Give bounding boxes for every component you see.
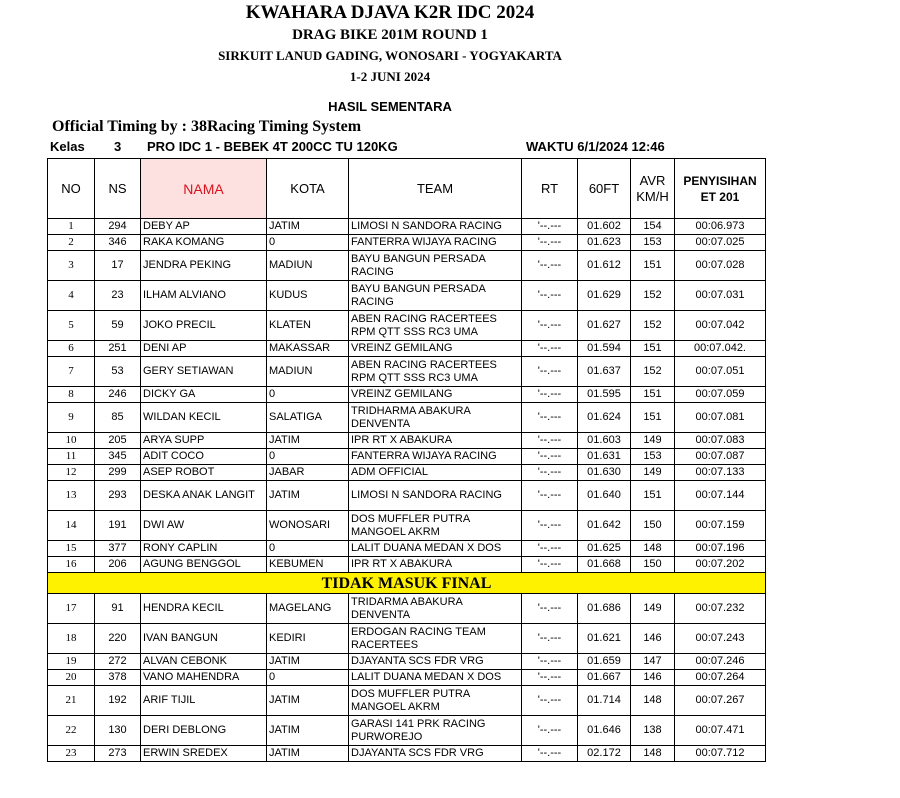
official-timing: Official Timing by : 38Racing Timing System [52,118,362,135]
cell-nama: JENDRA PEKING [141,251,267,281]
cell-team: TRIDHARMA ABAKURA DENVENTA [349,403,522,433]
cell-kota: 0 [267,235,349,251]
cell-et: 00:07.243 [675,624,766,654]
cell-no: 19 [48,654,95,670]
separator-label: TIDAK MASUK FINAL [48,573,766,594]
event-venue: SIRKUIT LANUD GADING, WONOSARI - YOGYAKARTA [218,48,562,63]
table-row [48,251,766,281]
class-label: Kelas [50,139,85,154]
cell-nama: IVAN BANGUN [141,624,267,654]
cell-no: 4 [48,281,95,311]
results-body [48,219,766,762]
cell-nama: RONY CAPLIN [141,541,267,557]
table-row [48,716,766,746]
cell-rt: '--.--- [522,357,578,387]
cell-ns: 299 [95,465,141,481]
cell-avr: 152 [631,281,675,311]
cell-ns: 220 [95,624,141,654]
cell-kota: KEDIRI [267,624,349,654]
cell-ns: 378 [95,670,141,686]
cell-60ft: 01.686 [578,594,631,624]
cell-avr: 138 [631,716,675,746]
cell-60ft: 01.646 [578,716,631,746]
cell-et: 00:07.083 [675,433,766,449]
cell-nama: ADIT COCO [141,449,267,465]
cell-60ft: 01.659 [578,654,631,670]
cell-60ft: 01.594 [578,341,631,357]
cell-60ft: 01.602 [578,219,631,235]
cell-no: 8 [48,387,95,403]
cell-no: 10 [48,433,95,449]
cell-rt: '--.--- [522,557,578,573]
header-avr-line1: AVR [639,172,666,188]
cell-nama: DERI DEBLONG [141,716,267,746]
table-row [48,686,766,716]
cell-avr: 148 [631,686,675,716]
cell-rt: '--.--- [522,387,578,403]
cell-ns: 206 [95,557,141,573]
cell-et: 00:07.246 [675,654,766,670]
header-penyisihan-line2: ET 201 [700,189,740,204]
results-table [47,158,766,762]
cell-nama: WILDAN KECIL [141,403,267,433]
cell-60ft: 01.603 [578,433,631,449]
cell-rt: '--.--- [522,624,578,654]
cell-et: 00:07.264 [675,670,766,686]
cell-rt: '--.--- [522,403,578,433]
cell-60ft: 01.621 [578,624,631,654]
header-avr [631,159,675,219]
cell-ns: 85 [95,403,141,433]
cell-ns: 191 [95,511,141,541]
cell-ns: 246 [95,387,141,403]
table-row [48,235,766,251]
table-row [48,219,766,235]
cell-team: GARASI 141 PRK RACING PURWOREJO [349,716,522,746]
cell-rt: '--.--- [522,251,578,281]
cell-avr: 150 [631,511,675,541]
cell-team: BAYU BANGUN PERSADA RACING [349,251,522,281]
table-row [48,311,766,341]
header-kota: KOTA [267,159,349,219]
cell-avr: 149 [631,433,675,449]
table-row [48,541,766,557]
cell-avr: 151 [631,403,675,433]
cell-kota: JABAR [267,465,349,481]
cell-nama: ARYA SUPP [141,433,267,449]
cell-team: LALIT DUANA MEDAN X DOS [349,541,522,557]
cell-rt: '--.--- [522,654,578,670]
cell-60ft: 01.668 [578,557,631,573]
cell-kota: JATIM [267,716,349,746]
table-row [48,341,766,357]
cell-et: 00:07.267 [675,686,766,716]
cell-avr: 149 [631,594,675,624]
cell-no: 9 [48,403,95,433]
cell-avr: 147 [631,654,675,670]
cell-avr: 149 [631,465,675,481]
cell-team: IPR RT X ABAKURA [349,433,522,449]
cell-avr: 148 [631,541,675,557]
cell-rt: '--.--- [522,481,578,511]
cell-60ft: 01.624 [578,403,631,433]
cell-rt: '--.--- [522,541,578,557]
separator-row [48,573,766,594]
cell-kota: JATIM [267,686,349,716]
cell-team: VREINZ GEMILANG [349,387,522,403]
cell-no: 15 [48,541,95,557]
cell-nama: DENI AP [141,341,267,357]
cell-team: FANTERRA WIJAYA RACING [349,235,522,251]
cell-ns: 377 [95,541,141,557]
cell-no: 2 [48,235,95,251]
cell-nama: ARIF TIJIL [141,686,267,716]
cell-et: 00:07.042. [675,341,766,357]
cell-team: VREINZ GEMILANG [349,341,522,357]
cell-team: ERDOGAN RACING TEAM RACERTEES [349,624,522,654]
cell-rt: '--.--- [522,341,578,357]
cell-avr: 146 [631,624,675,654]
cell-rt: '--.--- [522,670,578,686]
cell-et: 00:07.051 [675,357,766,387]
cell-nama: ILHAM ALVIANO [141,281,267,311]
cell-avr: 151 [631,251,675,281]
cell-ns: 346 [95,235,141,251]
table-row [48,403,766,433]
cell-et: 00:07.159 [675,511,766,541]
cell-team: LIMOSI N SANDORA RACING [349,219,522,235]
cell-kota: JATIM [267,433,349,449]
cell-kota: SALATIGA [267,403,349,433]
cell-nama: DWI AW [141,511,267,541]
cell-no: 16 [48,557,95,573]
cell-nama: DEBY AP [141,219,267,235]
cell-60ft: 01.637 [578,357,631,387]
cell-no: 18 [48,624,95,654]
event-title: KWAHARA DJAVA K2R IDC 2024 [245,2,535,23]
cell-60ft: 02.172 [578,746,631,762]
cell-team: DJAYANTA SCS FDR VRG [349,746,522,762]
table-row [48,465,766,481]
cell-rt: '--.--- [522,281,578,311]
table-row [48,357,766,387]
cell-team: IPR RT X ABAKURA [349,557,522,573]
cell-team: BAYU BANGUN PERSADA RACING [349,281,522,311]
table-row [48,624,766,654]
cell-ns: 91 [95,594,141,624]
table-row [48,746,766,762]
cell-60ft: 01.625 [578,541,631,557]
cell-nama: ERWIN SREDEX [141,746,267,762]
cell-avr: 152 [631,311,675,341]
cell-ns: 53 [95,357,141,387]
cell-ns: 130 [95,716,141,746]
cell-et: 00:07.025 [675,235,766,251]
cell-kota: MADIUN [267,357,349,387]
cell-team: FANTERRA WIJAYA RACING [349,449,522,465]
cell-nama: HENDRA KECIL [141,594,267,624]
class-name: PRO IDC 1 - BEBEK 4T 200CC TU 120KG [147,139,398,154]
cell-et: 00:07.133 [675,465,766,481]
cell-ns: 294 [95,219,141,235]
cell-team: ABEN RACING RACERTEES RPM QTT SSS RC3 UMA [349,311,522,341]
cell-avr: 154 [631,219,675,235]
cell-no: 20 [48,670,95,686]
cell-rt: '--.--- [522,449,578,465]
cell-avr: 153 [631,235,675,251]
table-row [48,557,766,573]
cell-ns: 251 [95,341,141,357]
cell-kota: 0 [267,449,349,465]
event-subtitle: DRAG BIKE 201M ROUND 1 [292,27,488,43]
cell-ns: 272 [95,654,141,670]
cell-team: LALIT DUANA MEDAN X DOS [349,670,522,686]
cell-et: 00:07.031 [675,281,766,311]
cell-kota: JATIM [267,481,349,511]
cell-rt: '--.--- [522,686,578,716]
cell-avr: 148 [631,746,675,762]
cell-no: 22 [48,716,95,746]
cell-60ft: 01.623 [578,235,631,251]
cell-rt: '--.--- [522,716,578,746]
cell-60ft: 01.627 [578,311,631,341]
cell-kota: MAGELANG [267,594,349,624]
cell-no: 23 [48,746,95,762]
header-no: NO [48,159,95,219]
header-penyisihan [675,159,766,219]
cell-kota: JATIM [267,654,349,670]
table-row [48,433,766,449]
cell-60ft: 01.642 [578,511,631,541]
table-row [48,449,766,465]
cell-avr: 153 [631,449,675,465]
cell-avr: 152 [631,357,675,387]
cell-no: 14 [48,511,95,541]
timestamp: WAKTU 6/1/2024 12:46 [526,139,665,154]
cell-ns: 345 [95,449,141,465]
cell-avr: 150 [631,557,675,573]
cell-et: 00:07.059 [675,387,766,403]
cell-team: DJAYANTA SCS FDR VRG [349,654,522,670]
cell-team: ABEN RACING RACERTEES RPM QTT SSS RC3 UMA [349,357,522,387]
cell-kota: MADIUN [267,251,349,281]
cell-rt: '--.--- [522,219,578,235]
cell-kota: KLATEN [267,311,349,341]
table-row [48,387,766,403]
cell-no: 3 [48,251,95,281]
cell-nama: JOKO PRECIL [141,311,267,341]
cell-et: 00:07.202 [675,557,766,573]
cell-kota: JATIM [267,746,349,762]
cell-et: 00:07.471 [675,716,766,746]
cell-team: DOS MUFFLER PUTRA MANGOEL AKRM [349,686,522,716]
cell-team: DOS MUFFLER PUTRA MANGOEL AKRM [349,511,522,541]
cell-ns: 59 [95,311,141,341]
cell-rt: '--.--- [522,433,578,449]
cell-et: 00:07.028 [675,251,766,281]
cell-kota: KEBUMEN [267,557,349,573]
cell-rt: '--.--- [522,311,578,341]
result-status: HASIL SEMENTARA [328,99,452,114]
cell-et: 00:07.081 [675,403,766,433]
header-team: TEAM [349,159,522,219]
cell-avr: 151 [631,387,675,403]
cell-ns: 205 [95,433,141,449]
cell-et: 00:07.042 [675,311,766,341]
cell-ns: 192 [95,686,141,716]
cell-no: 12 [48,465,95,481]
cell-kota: 0 [267,670,349,686]
table-row [48,481,766,511]
cell-rt: '--.--- [522,511,578,541]
cell-kota: KUDUS [267,281,349,311]
event-date: 1-2 JUNI 2024 [349,69,431,84]
cell-no: 5 [48,311,95,341]
table-row [48,670,766,686]
cell-avr: 151 [631,341,675,357]
cell-nama: DESKA ANAK LANGIT [141,481,267,511]
header-ns: NS [95,159,141,219]
cell-et: 00:06.973 [675,219,766,235]
cell-no: 17 [48,594,95,624]
cell-60ft: 01.630 [578,465,631,481]
cell-rt: '--.--- [522,465,578,481]
cell-et: 00:07.232 [675,594,766,624]
cell-ns: 293 [95,481,141,511]
cell-60ft: 01.629 [578,281,631,311]
cell-no: 6 [48,341,95,357]
table-row [48,511,766,541]
table-row [48,594,766,624]
cell-no: 1 [48,219,95,235]
cell-nama: RAKA KOMANG [141,235,267,251]
header-penyisihan-line1: PENYISIHAN [683,173,757,188]
cell-avr: 151 [631,481,675,511]
cell-60ft: 01.612 [578,251,631,281]
cell-60ft: 01.640 [578,481,631,511]
cell-60ft: 01.667 [578,670,631,686]
cell-team: TRIDARMA ABAKURA DENVENTA [349,594,522,624]
cell-60ft: 01.595 [578,387,631,403]
cell-ns: 17 [95,251,141,281]
header-60ft: 60FT [578,159,631,219]
cell-kota: MAKASSAR [267,341,349,357]
table-row [48,281,766,311]
header-rt: RT [522,159,578,219]
cell-kota: 0 [267,541,349,557]
cell-team: LIMOSI N SANDORA RACING [349,481,522,511]
cell-no: 11 [48,449,95,465]
cell-kota: 0 [267,387,349,403]
header-nama: NAMA [141,159,267,219]
cell-nama: AGUNG BENGGOL [141,557,267,573]
table-row [48,654,766,670]
cell-no: 13 [48,481,95,511]
cell-nama: VANO MAHENDRA [141,670,267,686]
table-header-row [48,159,766,219]
cell-et: 00:07.144 [675,481,766,511]
cell-60ft: 01.714 [578,686,631,716]
cell-nama: DICKY GA [141,387,267,403]
cell-et: 00:07.712 [675,746,766,762]
cell-no: 21 [48,686,95,716]
cell-ns: 273 [95,746,141,762]
cell-rt: '--.--- [522,594,578,624]
cell-ns: 23 [95,281,141,311]
cell-team: ADM OFFICIAL [349,465,522,481]
cell-rt: '--.--- [522,746,578,762]
cell-no: 7 [48,357,95,387]
cell-60ft: 01.631 [578,449,631,465]
cell-nama: ALVAN CEBONK [141,654,267,670]
header-avr-line2: KM/H [636,188,669,204]
class-number: 3 [114,139,122,154]
cell-nama: ASEP ROBOT [141,465,267,481]
cell-rt: '--.--- [522,235,578,251]
cell-kota: WONOSARI [267,511,349,541]
cell-et: 00:07.196 [675,541,766,557]
cell-nama: GERY SETIAWAN [141,357,267,387]
cell-kota: JATIM [267,219,349,235]
cell-et: 00:07.087 [675,449,766,465]
cell-avr: 146 [631,670,675,686]
